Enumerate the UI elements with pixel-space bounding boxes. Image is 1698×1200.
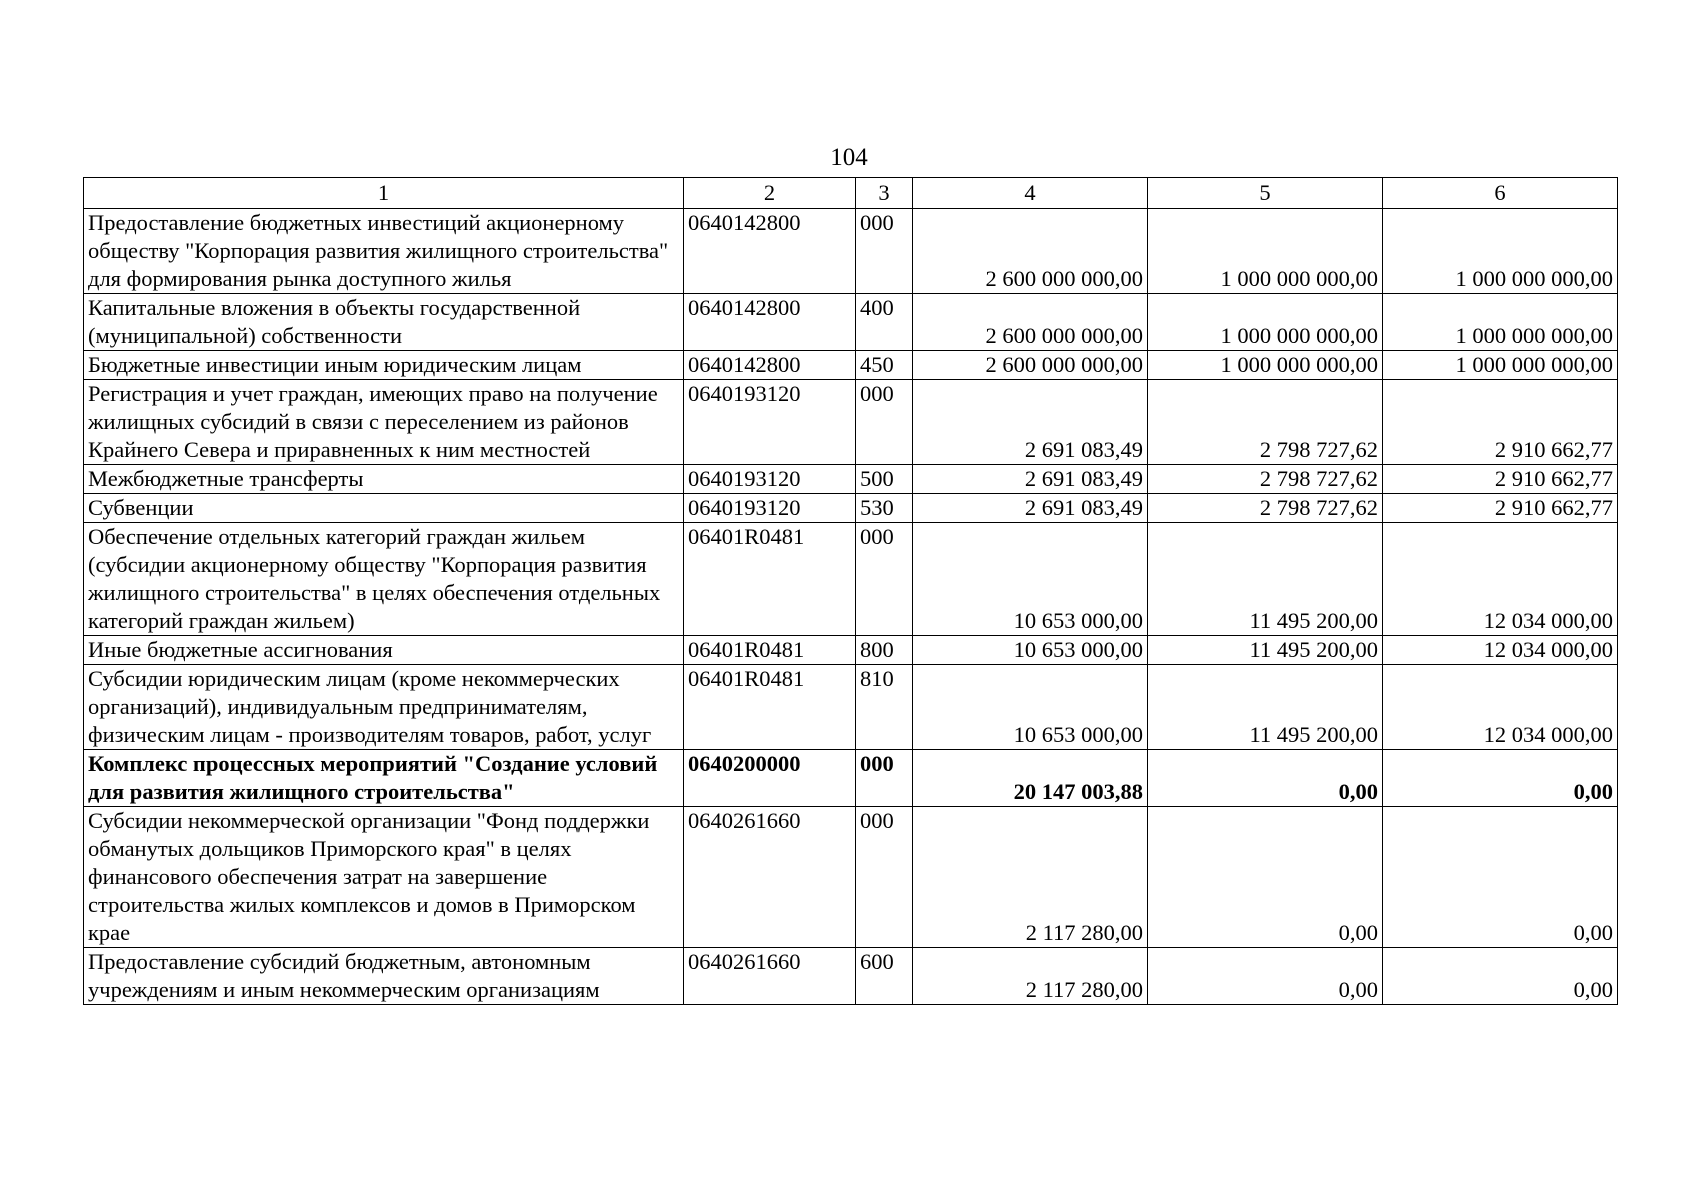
column-header: 4 (913, 178, 1148, 209)
amount-col5: 2 798 727,62 (1148, 465, 1383, 494)
target-code: 0640193120 (684, 380, 856, 465)
row-name: Субвенции (84, 494, 684, 523)
amount-col4: 2 691 083,49 (913, 380, 1148, 465)
table-row (84, 636, 1618, 665)
target-code: 0640142800 (684, 294, 856, 351)
amount-col6: 0,00 (1383, 750, 1618, 807)
row-name: Субсидии юридическим лицам (кроме некоммерческих организаций), индивидуальным предпринимателям, физическим лицам - производителям товаров, работ, услуг (84, 665, 684, 750)
table-row (84, 209, 1618, 294)
row-name: Предоставление субсидий бюджетным, автономным учреждениям и иным некоммерческим организациям (84, 948, 684, 1005)
page-number: 104 (830, 144, 868, 171)
amount-col5: 1 000 000 000,00 (1148, 351, 1383, 380)
amount-col5: 11 495 200,00 (1148, 523, 1383, 636)
row-name: Предоставление бюджетных инвестиций акционерному обществу "Корпорация развития жилищного строительства" для формирования рынка доступного жилья (84, 209, 684, 294)
amount-col6: 2 910 662,77 (1383, 465, 1618, 494)
amount-col5: 2 798 727,62 (1148, 380, 1383, 465)
expense-type: 600 (856, 948, 913, 1005)
row-name: Бюджетные инвестиции иным юридическим лицам (84, 351, 684, 380)
amount-col4: 2 691 083,49 (913, 465, 1148, 494)
amount-col4: 2 600 000 000,00 (913, 209, 1148, 294)
table-header-row (84, 178, 1618, 209)
column-header: 3 (856, 178, 913, 209)
amount-col6: 1 000 000 000,00 (1383, 351, 1618, 380)
target-code: 06401R0481 (684, 665, 856, 750)
target-code: 0640261660 (684, 948, 856, 1005)
amount-col6: 2 910 662,77 (1383, 380, 1618, 465)
target-code: 0640261660 (684, 807, 856, 948)
amount-col4: 2 600 000 000,00 (913, 294, 1148, 351)
amount-col6: 1 000 000 000,00 (1383, 209, 1618, 294)
amount-col5: 1 000 000 000,00 (1148, 209, 1383, 294)
column-header: 6 (1383, 178, 1618, 209)
expense-type: 000 (856, 380, 913, 465)
expense-type: 000 (856, 523, 913, 636)
amount-col4: 20 147 003,88 (913, 750, 1148, 807)
amount-col5: 0,00 (1148, 750, 1383, 807)
table-row (84, 494, 1618, 523)
expense-type: 400 (856, 294, 913, 351)
amount-col6: 12 034 000,00 (1383, 636, 1618, 665)
row-name: Субсидии некоммерческой организации "Фонд поддержки обманутых дольщиков Приморского края" в целях финансового обеспечения затрат на завершение строительства жилых комплексов и домов в Приморском крае (84, 807, 684, 948)
amount-col5: 0,00 (1148, 948, 1383, 1005)
table-row (84, 750, 1618, 807)
table-row (84, 351, 1618, 380)
amount-col5: 0,00 (1148, 807, 1383, 948)
table-row (84, 294, 1618, 351)
target-code: 0640193120 (684, 494, 856, 523)
row-name: Комплекс процессных мероприятий "Создание условий для развития жилищного строительства" (84, 750, 684, 807)
target-code: 06401R0481 (684, 523, 856, 636)
amount-col5: 1 000 000 000,00 (1148, 294, 1383, 351)
amount-col6: 12 034 000,00 (1383, 665, 1618, 750)
target-code: 0640200000 (684, 750, 856, 807)
row-name: Обеспечение отдельных категорий граждан жильем (субсидии акционерному обществу "Корпорация развития жилищного строительства" в целях обеспечения отдельных категорий граждан жильем) (84, 523, 684, 636)
table-row (84, 665, 1618, 750)
table-row (84, 380, 1618, 465)
row-name: Межбюджетные трансферты (84, 465, 684, 494)
amount-col5: 2 798 727,62 (1148, 494, 1383, 523)
expense-type: 000 (856, 209, 913, 294)
table-row (84, 465, 1618, 494)
column-header: 5 (1148, 178, 1383, 209)
expense-type: 450 (856, 351, 913, 380)
amount-col4: 2 117 280,00 (913, 807, 1148, 948)
expense-type: 000 (856, 807, 913, 948)
column-header: 1 (84, 178, 684, 209)
amount-col6: 0,00 (1383, 948, 1618, 1005)
target-code: 0640142800 (684, 209, 856, 294)
table-row (84, 948, 1618, 1005)
amount-col4: 10 653 000,00 (913, 665, 1148, 750)
target-code: 0640142800 (684, 351, 856, 380)
budget-table (83, 177, 1618, 1005)
amount-col4: 2 117 280,00 (913, 948, 1148, 1005)
expense-type: 530 (856, 494, 913, 523)
amount-col6: 12 034 000,00 (1383, 523, 1618, 636)
row-name: Капитальные вложения в объекты государственной (муниципальной) собственности (84, 294, 684, 351)
amount-col6: 2 910 662,77 (1383, 494, 1618, 523)
column-header: 2 (684, 178, 856, 209)
target-code: 06401R0481 (684, 636, 856, 665)
amount-col5: 11 495 200,00 (1148, 665, 1383, 750)
amount-col4: 10 653 000,00 (913, 636, 1148, 665)
table-row (84, 807, 1618, 948)
expense-type: 800 (856, 636, 913, 665)
row-name: Регистрация и учет граждан, имеющих право на получение жилищных субсидий в связи с переселением из районов Крайнего Севера и приравненных к ним местностей (84, 380, 684, 465)
expense-type: 000 (856, 750, 913, 807)
amount-col6: 1 000 000 000,00 (1383, 294, 1618, 351)
amount-col5: 11 495 200,00 (1148, 636, 1383, 665)
amount-col4: 10 653 000,00 (913, 523, 1148, 636)
amount-col6: 0,00 (1383, 807, 1618, 948)
amount-col4: 2 691 083,49 (913, 494, 1148, 523)
target-code: 0640193120 (684, 465, 856, 494)
expense-type: 810 (856, 665, 913, 750)
amount-col4: 2 600 000 000,00 (913, 351, 1148, 380)
expense-type: 500 (856, 465, 913, 494)
row-name: Иные бюджетные ассигнования (84, 636, 684, 665)
table-row (84, 523, 1618, 636)
